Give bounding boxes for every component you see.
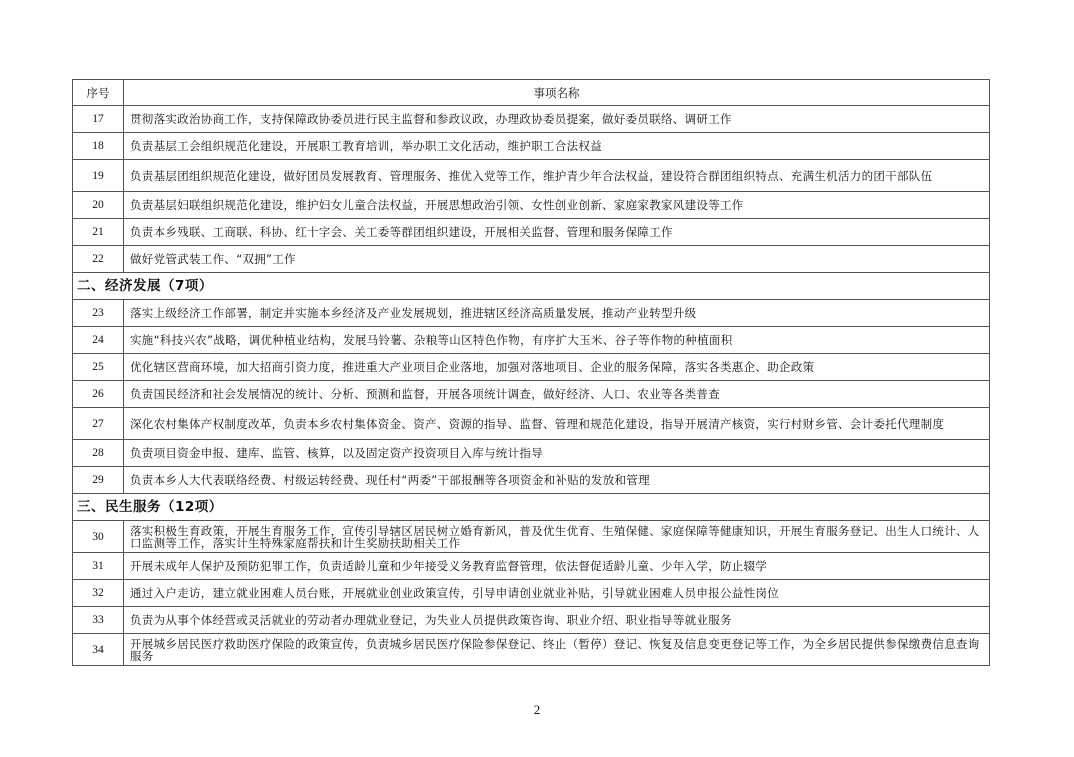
item-name: 贯彻落实政治协商工作，支持保障政协委员进行民主监督和参政议政，办理政协委员提案，做好委员联络、调研工作 (124, 106, 990, 133)
section-header-row (73, 494, 990, 521)
table-row (73, 467, 990, 494)
item-name: 负责本乡人大代表联络经费、村级运转经费、现任村“两委”干部报酬等各项资金和补贴的发放和管理 (124, 467, 990, 494)
item-name: 落实积极生育政策，开展生育服务工作，宣传引导辖区居民树立婚育新风，普及优生优育、生殖保健、家庭保障等健康知识，开展生育服务登记、出生人口统计、人口监测等工作，落实计生特殊家庭帮扶和计生奖励扶助相关工作 (124, 521, 990, 553)
section-title: 三、民生服务（12项） (73, 494, 990, 521)
item-name: 实施“科技兴农”战略，调优种植业结构，发展马铃薯、杂粮等山区特色作物，有序扩大玉米、谷子等作物的种植面积 (124, 327, 990, 354)
item-name: 负责项目资金申报、建库、监管、核算，以及固定资产投资项目入库与统计指导 (124, 440, 990, 467)
item-name: 负责国民经济和社会发展情况的统计、分析、预测和监督，开展各项统计调查，做好经济、人口、农业等各类普查 (124, 381, 990, 408)
table-row (73, 133, 990, 160)
item-number: 26 (73, 381, 124, 408)
item-name: 开展城乡居民医疗救助医疗保险的政策宣传，负责城乡居民医疗保险参保登记、终止（暂停）登记、恢复及信息变更登记等工作，为全乡居民提供参保缴费信息查询服务 (124, 634, 990, 666)
item-number: 18 (73, 133, 124, 160)
item-number: 28 (73, 440, 124, 467)
table-row (73, 440, 990, 467)
item-number: 32 (73, 580, 124, 607)
column-header-item-name: 事项名称 (124, 80, 990, 106)
items-table (72, 79, 990, 666)
table-row (73, 381, 990, 408)
item-number: 31 (73, 553, 124, 580)
item-number: 25 (73, 354, 124, 381)
item-name: 负责本乡残联、工商联、科协、红十字会、关工委等群团组织建设，开展相关监督、管理和服务保障工作 (124, 219, 990, 246)
table-row (73, 553, 990, 580)
item-name: 做好党管武装工作、“双拥”工作 (124, 246, 990, 273)
table-row (73, 354, 990, 381)
item-number: 19 (73, 160, 124, 192)
item-name: 负责为从事个体经营或灵活就业的劳动者办理就业登记，为失业人员提供政策咨询、职业介绍、职业指导等就业服务 (124, 607, 990, 634)
item-number: 23 (73, 300, 124, 327)
table-row (73, 634, 990, 666)
table-row (73, 192, 990, 219)
table-row (73, 300, 990, 327)
item-number: 34 (73, 634, 124, 666)
item-name: 优化辖区营商环境，加大招商引资力度，推进重大产业项目企业落地，加强对落地项目、企业的服务保障，落实各类惠企、助企政策 (124, 354, 990, 381)
item-number: 20 (73, 192, 124, 219)
item-name: 负责基层妇联组织规范化建设，维护妇女儿童合法权益，开展思想政治引领、女性创业创新、家庭家教家风建设等工作 (124, 192, 990, 219)
item-number: 27 (73, 408, 124, 440)
item-name: 深化农村集体产权制度改革，负责本乡农村集体资金、资产、资源的指导、监督、管理和规范化建设，指导开展清产核资，实行村财乡管、会计委托代理制度 (124, 408, 990, 440)
item-number: 30 (73, 521, 124, 553)
table-row (73, 580, 990, 607)
column-header-number: 序号 (73, 80, 124, 106)
table-row (73, 607, 990, 634)
table-row (73, 219, 990, 246)
section-title: 二、经济发展（7项） (73, 273, 990, 300)
item-number: 29 (73, 467, 124, 494)
item-number: 24 (73, 327, 124, 354)
table-row (73, 246, 990, 273)
item-name: 负责基层工会组织规范化建设，开展职工教育培训，举办职工文化活动，维护职工合法权益 (124, 133, 990, 160)
table-row (73, 521, 990, 553)
item-name: 开展未成年人保护及预防犯罪工作，负责适龄儿童和少年接受义务教育监督管理，依法督促适龄儿童、少年入学，防止辍学 (124, 553, 990, 580)
table-row (73, 327, 990, 354)
item-number: 33 (73, 607, 124, 634)
item-name: 落实上级经济工作部署，制定并实施本乡经济及产业发展规划，推进辖区经济高质量发展，推动产业转型升级 (124, 300, 990, 327)
item-name: 通过入户走访，建立就业困难人员台账，开展就业创业政策宣传，引导申请创业就业补贴，引导就业困难人员申报公益性岗位 (124, 580, 990, 607)
table-header-row (73, 80, 990, 106)
item-number: 22 (73, 246, 124, 273)
table-row (73, 160, 990, 192)
item-number: 17 (73, 106, 124, 133)
page-number: 2 (533, 702, 541, 717)
item-name: 负责基层团组织规范化建设，做好团员发展教育、管理服务、推优入党等工作，维护青少年合法权益，建设符合群团组织特点、充满生机活力的团干部队伍 (124, 160, 990, 192)
item-number: 21 (73, 219, 124, 246)
table-row (73, 408, 990, 440)
table-row (73, 106, 990, 133)
section-header-row (73, 273, 990, 300)
